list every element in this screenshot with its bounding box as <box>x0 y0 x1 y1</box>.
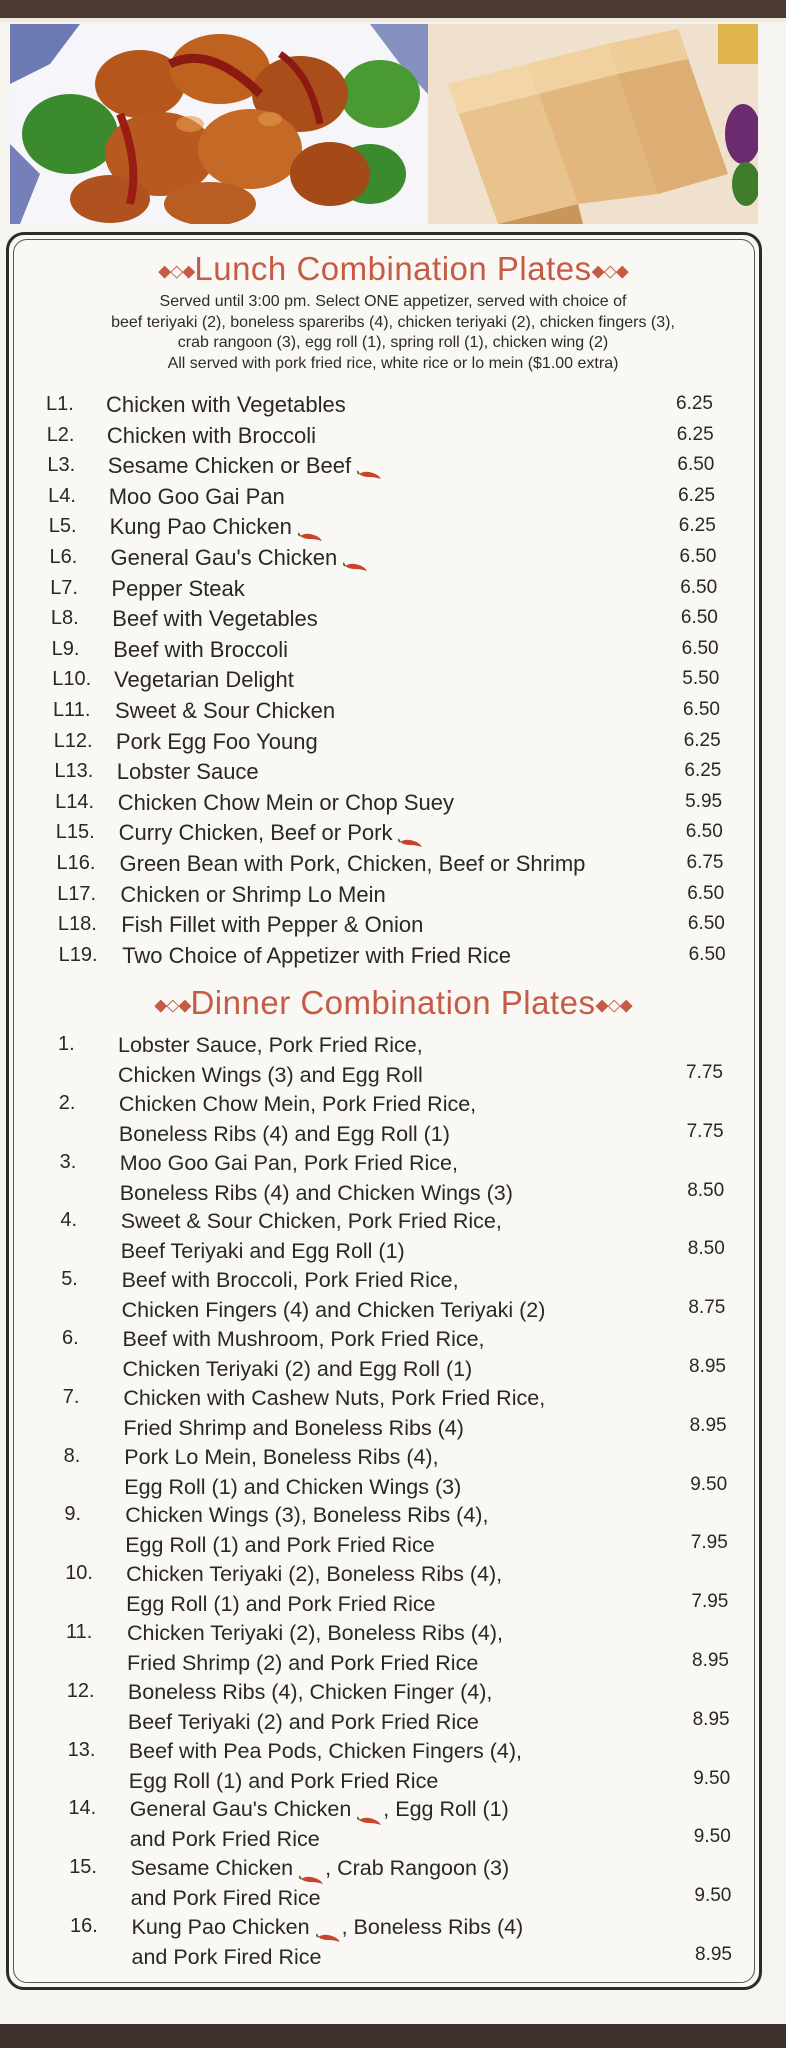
item-number: L16. <box>56 852 96 874</box>
item-description-line: Egg Roll (1) and Pork Fried Rice <box>126 1592 436 1617</box>
item-price: 6.50 <box>685 821 723 843</box>
item-name <box>108 453 383 479</box>
lunch-title-text: Lunch Combination Plates <box>194 250 592 287</box>
item-description-line: Chicken Teriyaki (2) and Egg Roll (1) <box>122 1357 473 1381</box>
item-description-line: Boneless Ribs (4), Chicken Finger (4), <box>127 1679 493 1704</box>
item-description-text: , Egg Roll (1) <box>383 1797 509 1822</box>
chili-pepper-icon <box>357 1805 383 1817</box>
item-price: 6.25 <box>684 760 722 782</box>
item-description <box>132 1912 524 1972</box>
item-price: 6.50 <box>679 546 717 567</box>
item-number: 8. <box>63 1444 81 1467</box>
item-description <box>123 1324 485 1384</box>
item-number: L5. <box>48 515 77 538</box>
item-price: 8.95 <box>689 1414 727 1436</box>
item-description <box>126 1559 502 1619</box>
item-price: 6.50 <box>688 943 726 965</box>
item-description <box>118 1030 423 1090</box>
item-number: L12. <box>53 729 93 752</box>
item-price: 8.95 <box>689 1356 726 1377</box>
item-number: L6. <box>49 546 78 568</box>
item-description <box>131 1853 510 1913</box>
lunch-section-title <box>0 250 786 288</box>
item-description-text: , Boneless Ribs (4) <box>341 1915 524 1939</box>
item-number: 2. <box>58 1091 76 1114</box>
item-number: 3. <box>59 1150 77 1173</box>
item-description-line: Chicken Chow Mein, Pork Fried Rice, <box>118 1091 477 1116</box>
item-number: L19. <box>58 943 98 966</box>
item-number: 13. <box>67 1738 96 1761</box>
item-price: 6.50 <box>687 913 725 935</box>
item-description-line: Chicken Fingers (4) and Chicken Teriyaki (2) <box>121 1298 546 1323</box>
item-description-text: Kung Pao Chicken <box>131 1915 310 1939</box>
item-name-text: Beef with Vegetables <box>112 606 318 632</box>
item-price: 6.50 <box>680 576 718 598</box>
bottom-edge-strip <box>0 2024 786 2048</box>
item-number: 6. <box>62 1327 79 1349</box>
item-number: L3. <box>47 454 76 477</box>
chili-pepper-icon <box>343 553 369 565</box>
item-price: 6.25 <box>676 423 714 445</box>
item-description-line: Beef with Mushroom, Pork Fried Rice, <box>122 1327 485 1351</box>
item-description-line <box>132 1912 524 1942</box>
item-description-line: Moo Goo Gai Pan, Pork Fried Rice, <box>119 1150 458 1175</box>
item-name-text: Green Bean with Pork, Chicken, Beef or Shrimp <box>119 851 586 876</box>
chili-pepper-icon <box>299 1864 325 1876</box>
item-name <box>111 576 244 602</box>
chili-pepper-icon <box>316 1922 342 1934</box>
diamond-ornament-left: ◆◇◆ <box>154 995 191 1015</box>
item-description-line <box>130 1794 509 1824</box>
item-name-text: Pepper Steak <box>111 575 245 601</box>
item-description-line: Chicken Teriyaki (2), Boneless Ribs (4), <box>127 1621 503 1645</box>
item-price: 6.50 <box>687 882 725 904</box>
lunch-note-line: beef teriyaki (2), boneless spareribs (4), chicken teriyaki (2), chicken fingers (3), <box>111 313 675 331</box>
item-number: L10. <box>52 668 92 691</box>
item-name-text: Chicken or Shrimp Lo Mein <box>120 881 386 907</box>
item-description <box>121 1206 502 1266</box>
item-name-text: Lobster Sauce <box>116 759 259 785</box>
item-description-text: , Crab Rangoon (3) <box>325 1856 510 1881</box>
lunch-notes <box>0 292 786 374</box>
item-number: 16. <box>70 1915 98 1937</box>
item-name-text: Two Choice of Appetizer with Fried Rice <box>122 942 512 968</box>
lunch-note-line: All served with pork fried rice, white rice or lo mein ($1.00 extra) <box>167 354 619 372</box>
item-number: 10. <box>65 1562 93 1585</box>
chili-pepper-icon <box>298 523 324 535</box>
item-description-line: Beef with Pea Pods, Chicken Fingers (4), <box>128 1738 522 1763</box>
item-price: 8.95 <box>692 1708 730 1730</box>
item-description-line: Fried Shrimp (2) and Pork Fried Rice <box>127 1651 479 1675</box>
item-name <box>117 759 259 785</box>
item-price: 6.50 <box>677 454 715 476</box>
item-description-line: Chicken Wings (3), Boneless Ribs (4), <box>125 1503 489 1528</box>
item-price: 8.95 <box>692 1650 729 1671</box>
item-number: 4. <box>60 1209 78 1232</box>
item-description-line <box>131 1853 510 1883</box>
item-number: 14. <box>68 1797 97 1820</box>
item-name <box>119 820 425 846</box>
item-name-text: Curry Chicken, Beef or Pork <box>118 820 393 846</box>
item-description-line: Boneless Ribs (4) and Egg Roll (1) <box>118 1121 450 1146</box>
dinner-section-title <box>0 984 786 1022</box>
item-name <box>116 729 318 755</box>
item-description-line: Boneless Ribs (4) and Chicken Wings (3) <box>119 1180 513 1205</box>
item-description <box>122 1265 546 1325</box>
item-description-text: Sesame Chicken <box>130 1856 294 1881</box>
item-number: L11. <box>53 699 91 721</box>
item-price: 7.75 <box>686 1120 724 1142</box>
item-description <box>125 1500 488 1560</box>
item-description-line: Egg Roll (1) and Pork Fried Rice <box>128 1768 439 1793</box>
item-name-text: Chicken with Vegetables <box>106 392 346 417</box>
item-price: 6.25 <box>676 393 713 414</box>
item-price: 9.50 <box>694 1885 732 1907</box>
item-name <box>115 698 335 724</box>
item-name-text: Moo Goo Gai Pan <box>108 483 285 509</box>
item-name <box>111 545 370 571</box>
item-name-text: Sweet & Sour Chicken <box>115 698 336 723</box>
dinner-title-text: Dinner Combination Plates <box>190 984 596 1021</box>
item-description-line: Lobster Sauce, Pork Fried Rice, <box>118 1033 423 1057</box>
item-description-line: Fried Shrimp and Boneless Ribs (4) <box>123 1415 464 1440</box>
item-number: 7. <box>62 1385 80 1408</box>
item-description-line: Beef Teriyaki (2) and Pork Fried Rice <box>127 1709 479 1734</box>
item-price: 5.50 <box>682 668 720 690</box>
item-price: 6.50 <box>683 699 720 720</box>
item-number: L2. <box>46 423 75 446</box>
item-price: 6.50 <box>681 637 719 659</box>
item-description <box>120 1148 513 1208</box>
item-price: 7.95 <box>691 1591 729 1613</box>
item-name <box>109 484 285 510</box>
item-price: 6.25 <box>678 515 716 537</box>
item-number: L14. <box>55 790 95 813</box>
item-description-line: Beef with Broccoli, Pork Fried Rice, <box>121 1268 459 1293</box>
item-description-line: Egg Roll (1) and Pork Fried Rice <box>125 1533 435 1558</box>
item-description <box>129 1736 522 1796</box>
item-description <box>127 1618 503 1678</box>
photo-spring-rolls <box>428 24 758 224</box>
item-price: 6.75 <box>686 852 724 873</box>
item-name <box>107 423 316 449</box>
item-description-text: General Gau's Chicken <box>129 1797 352 1822</box>
diamond-ornament-right: ◆◇◆ <box>595 995 632 1015</box>
lunch-note-line: Served until 3:00 pm. Select ONE appetizer, served with choice of <box>159 293 627 310</box>
item-price: 5.95 <box>685 790 723 812</box>
item-number: 11. <box>66 1621 93 1643</box>
item-name-text: Chicken Chow Mein or Chop Suey <box>117 789 454 815</box>
item-number: L1. <box>46 393 74 415</box>
item-description <box>130 1794 509 1854</box>
item-number: 5. <box>61 1268 78 1291</box>
item-number: L9. <box>51 637 80 660</box>
item-price: 6.50 <box>680 607 718 629</box>
item-name <box>112 606 317 632</box>
chili-pepper-icon <box>398 829 424 841</box>
item-name <box>113 637 288 663</box>
item-price: 8.50 <box>687 1238 725 1260</box>
item-price: 7.75 <box>686 1062 723 1083</box>
item-name <box>120 882 385 908</box>
item-description-line: and Pork Fired Rice <box>130 1886 321 1911</box>
item-price: 8.75 <box>688 1297 726 1319</box>
item-name <box>110 514 324 540</box>
item-description-line: Egg Roll (1) and Chicken Wings (3) <box>124 1474 462 1499</box>
item-number: 15. <box>69 1856 97 1879</box>
item-description <box>124 1442 461 1502</box>
diamond-ornament-right: ◆◇◆ <box>591 261 628 281</box>
item-price: 6.25 <box>683 729 721 751</box>
item-number: L13. <box>54 760 94 783</box>
item-description-line: and Pork Fried Rice <box>129 1827 320 1852</box>
item-name <box>114 667 294 693</box>
item-price: 7.95 <box>690 1532 728 1554</box>
item-name-text: Kung Pao Chicken <box>109 514 292 540</box>
item-name <box>106 392 346 418</box>
item-description <box>123 1383 545 1443</box>
item-description-line: and Pork Fired Rice <box>131 1945 322 1969</box>
item-description-line: Chicken Wings (3) and Egg Roll <box>118 1063 423 1087</box>
item-name-text: Chicken with Broccoli <box>106 422 316 448</box>
item-description <box>128 1677 492 1737</box>
item-price: 8.50 <box>687 1179 725 1201</box>
item-price: 9.50 <box>693 1826 731 1848</box>
photo-general-gau-chicken <box>10 24 428 224</box>
item-number: L7. <box>50 576 78 599</box>
item-number: L15. <box>55 821 95 844</box>
top-edge-strip <box>0 0 786 22</box>
item-description-line: Chicken Teriyaki (2), Boneless Ribs (4), <box>126 1562 503 1587</box>
item-name <box>121 912 423 938</box>
chili-pepper-icon <box>357 461 383 473</box>
item-description-line: Chicken with Cashew Nuts, Pork Fried Rice, <box>123 1385 546 1410</box>
item-description-line: Pork Lo Mein, Boneless Ribs (4), <box>124 1444 439 1469</box>
item-price: 9.50 <box>693 1767 731 1789</box>
item-name <box>122 943 511 969</box>
item-number: L17. <box>57 882 97 905</box>
item-description <box>119 1089 476 1149</box>
item-number: 12. <box>66 1679 95 1702</box>
item-name-text: Beef with Broccoli <box>113 636 289 662</box>
item-price: 8.95 <box>695 1944 732 1965</box>
item-name <box>118 790 454 816</box>
item-price: 9.50 <box>690 1473 728 1495</box>
item-name-text: Fish Fillet with Pepper & Onion <box>121 912 424 938</box>
item-name-text: Vegetarian Delight <box>114 667 294 693</box>
item-description-line: Sweet & Sour Chicken, Pork Fried Rice, <box>120 1209 502 1234</box>
item-name <box>120 851 586 877</box>
lunch-note-line: crab rangoon (3), egg roll (1), spring roll (1), chicken wing (2) <box>177 334 609 351</box>
item-number: 9. <box>64 1503 82 1526</box>
item-price: 6.25 <box>678 484 716 506</box>
item-number: L18. <box>57 913 97 936</box>
item-name-text: Pork Egg Foo Young <box>115 728 318 754</box>
item-number: L4. <box>48 484 76 507</box>
item-description-line: Beef Teriyaki and Egg Roll (1) <box>120 1239 405 1264</box>
item-number: L8. <box>50 607 79 630</box>
item-name-text: General Gau's Chicken <box>110 545 338 570</box>
item-name-text: Sesame Chicken or Beef <box>107 453 352 479</box>
diamond-ornament-left: ◆◇◆ <box>158 261 195 281</box>
item-number: 1. <box>58 1033 75 1055</box>
